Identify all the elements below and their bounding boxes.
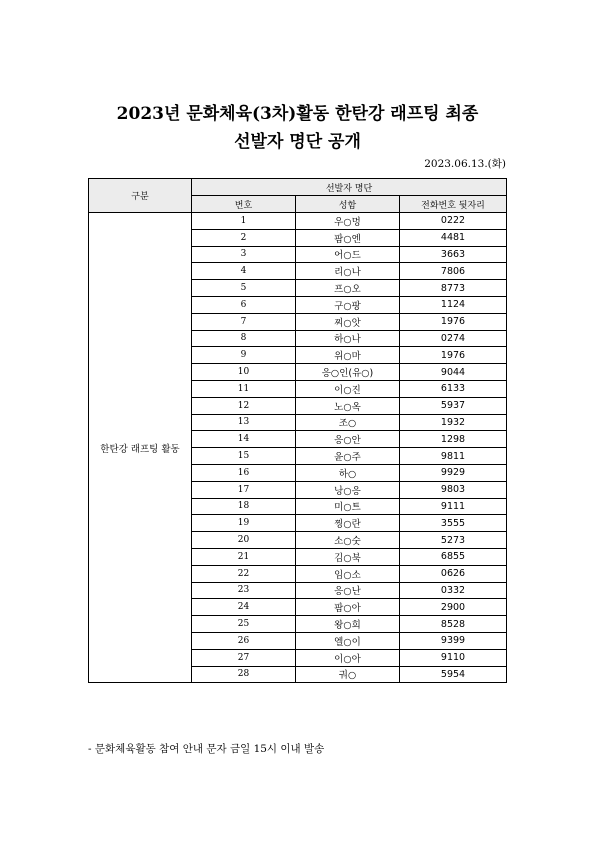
row-name: 임○소 [296,565,400,582]
row-number: 18 [192,498,296,515]
row-number: 23 [192,582,296,599]
row-phone: 3555 [400,515,507,532]
row-name: 낭○응 [296,481,400,498]
row-number: 19 [192,515,296,532]
row-name: 팜○엔 [296,229,400,246]
row-name: 김○북 [296,548,400,565]
row-number: 16 [192,464,296,481]
row-name: 엘○이 [296,632,400,649]
row-name: 리○나 [296,263,400,280]
footnote: - 문화체육활동 참여 안내 문자 금일 15시 이내 발송 [88,743,325,755]
row-name: 어○드 [296,246,400,263]
row-phone: 5273 [400,532,507,549]
row-number: 2 [192,229,296,246]
row-name: 윤○주 [296,448,400,465]
row-name: 소○숫 [296,532,400,549]
row-number: 27 [192,649,296,666]
category-cell: 한탄강 래프팅 활동 [89,213,192,683]
row-phone: 3663 [400,246,507,263]
row-phone: 9811 [400,448,507,465]
row-number: 4 [192,263,296,280]
row-number: 28 [192,666,296,683]
participant-table [88,178,507,683]
row-name: 팜○아 [296,599,400,616]
row-name: 위○마 [296,347,400,364]
row-phone: 9044 [400,364,507,381]
row-name: 찌○앗 [296,313,400,330]
row-phone: 1298 [400,431,507,448]
table-row [89,213,507,230]
row-name: 궈○ [296,666,400,683]
row-name: 미○트 [296,498,400,515]
row-name: 조○ [296,414,400,431]
row-number: 8 [192,330,296,347]
row-name: 이○진 [296,380,400,397]
document-title-line-1: 2023년 문화체육(3차)활동 한탄강 래프팅 최종 [116,104,479,124]
row-phone: 0626 [400,565,507,582]
row-phone: 1124 [400,296,507,313]
row-phone: 9929 [400,464,507,481]
row-phone: 0332 [400,582,507,599]
row-name: 하○나 [296,330,400,347]
row-name: 하○ [296,464,400,481]
row-number: 1 [192,213,296,230]
row-phone: 1976 [400,313,507,330]
row-phone: 5937 [400,397,507,414]
row-number: 26 [192,632,296,649]
header-name: 성함 [296,196,400,213]
row-number: 12 [192,397,296,414]
row-phone: 9399 [400,632,507,649]
row-number: 22 [192,565,296,582]
row-number: 15 [192,448,296,465]
row-phone: 8528 [400,616,507,633]
row-phone: 9110 [400,649,507,666]
row-name: 프○오 [296,280,400,297]
row-name: 구○팡 [296,296,400,313]
row-phone: 4481 [400,229,507,246]
row-name: 응○안 [296,431,400,448]
document-date: 2023.06.13.(화) [424,158,506,170]
row-name: 응○난 [296,582,400,599]
header-number: 번호 [192,196,296,213]
row-number: 10 [192,364,296,381]
row-phone: 1932 [400,414,507,431]
row-name: 응○인(유○) [296,364,400,381]
header-category: 구분 [89,179,192,213]
row-number: 17 [192,481,296,498]
row-number: 24 [192,599,296,616]
row-phone: 2900 [400,599,507,616]
row-number: 25 [192,616,296,633]
row-phone: 6855 [400,548,507,565]
row-number: 3 [192,246,296,263]
row-number: 20 [192,532,296,549]
header-phone: 전화번호 뒷자리 [400,196,507,213]
row-number: 9 [192,347,296,364]
header-selected-list: 선발자 명단 [192,179,507,196]
row-name: 찡○란 [296,515,400,532]
row-phone: 8773 [400,280,507,297]
row-number: 5 [192,280,296,297]
row-number: 14 [192,431,296,448]
participant-table-body [89,213,507,683]
row-number: 13 [192,414,296,431]
document-title-line-2: 선발자 명단 공개 [234,132,361,152]
row-number: 21 [192,548,296,565]
row-number: 7 [192,313,296,330]
row-name: 왕○희 [296,616,400,633]
row-name: 이○아 [296,649,400,666]
row-name: 노○옥 [296,397,400,414]
row-phone: 9111 [400,498,507,515]
row-number: 6 [192,296,296,313]
row-phone: 6133 [400,380,507,397]
row-name: 우○멍 [296,213,400,230]
row-phone: 0274 [400,330,507,347]
row-number: 11 [192,380,296,397]
row-phone: 7806 [400,263,507,280]
row-phone: 1976 [400,347,507,364]
row-phone: 0222 [400,213,507,230]
row-phone: 5954 [400,666,507,683]
row-phone: 9803 [400,481,507,498]
